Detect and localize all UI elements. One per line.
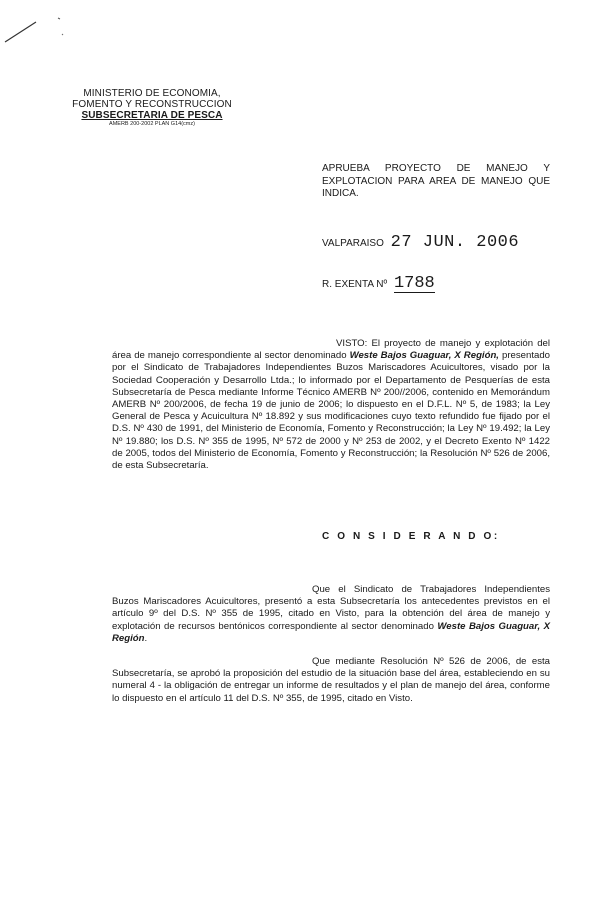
considerando-heading: C O N S I D E R A N D O: (322, 531, 500, 542)
visto-sector-name: Weste Bajos Guaguar, X Región, (349, 350, 499, 362)
considerando-p1-end: . (144, 632, 148, 644)
ministry-reference: AMERB 200-2002 PLAN G14(cmz) (109, 121, 195, 127)
dateline-place: VALPARAISO (322, 238, 384, 249)
considerando-p1-sector: Weste Bajos Guaguar, X Región (112, 620, 550, 644)
visto-text-2: presentado por el Sindicato de Trabajadores Independientes Buzos Mariscadores Acuicultores, visado por la Sociedad Cooperación y Desarrollo Ltda.; lo informado por el Departamento de Pesquerías de esta Subsecretaría de Pesca mediante Informe Técnico AMERB Nº 200//2006, contenido en Memorándum AMERB Nº 200/2006, de fecha 19 de junio de 2006; lo dispuesto en el D.F.L. Nº 5, de 1983; la Ley General de Pesca y Acuicultura Nº 18.892 y sus modificaciones cuyo texto refundido fue fijado por el D.S. Nº 430 de 1991, del Ministerio de Economía, Fomento y Reconstrucción; la Ley Nº 19.492; la Ley Nº 19.880; los D.S. Nº 355 de 1995, Nº 572 de 2000 y Nº 253 de 2002, y el Decreto Exento Nº 1422 de 2005, todos del Ministerio de Economía, Fomento y Reconstrucción; la Resolución Nº 526 de 2006, de esta Subsecretaría. (112, 350, 551, 472)
resolution-label: R. EXENTA Nº (322, 279, 388, 290)
dateline-date: 27 JUN. 2006 (390, 233, 520, 252)
ministry-line-2: FOMENTO Y RECONSTRUCCION (72, 99, 232, 110)
ministry-line-3: SUBSECRETARIA DE PESCA (81, 110, 223, 121)
considerando-p1-text: Que el Sindicato de Trabajadores Independientes Buzos Mariscadores Acuicultores, presentó a esta Subsecretaría los antecedentes previstos en el artículo 9º del D.S. Nº 355 de 1995, citado en Visto, para la obtención del área de manejo y explotación de recursos bentónicos correspondiente al sector denominado (112, 584, 550, 632)
resolution-number-line (322, 275, 435, 293)
visto-label: VISTO: (336, 338, 368, 349)
visto-paragraph (112, 338, 550, 472)
ministry-line-1: MINISTERIO DE ECONOMIA, (83, 88, 221, 99)
considerando-p2-text: Que mediante Resolución Nº 526 de 2006, de esta Subsecretaría, se aprobó la proposición del estudio de la situación base del área, estableciendo en su numeral 4 - la obligación de entregar un informe de resultados y el plan de manejo del área, conforme lo dispuesto en el artículo 11 del D.S. Nº 355, de 1995, citado en Visto. (112, 656, 550, 704)
visto-text-1: El proyecto de manejo y explotación del área de manejo correspondiente al sector denominado (112, 338, 551, 362)
considerando-paragraph-1 (112, 584, 550, 645)
dateline (322, 233, 519, 252)
ministry-header (52, 88, 252, 128)
corner-pen-mark (0, 0, 80, 60)
considerando-paragraph-2 (112, 656, 550, 705)
resolution-subject: APRUEBA PROYECTO DE MANEJO Y EXPLOTACION PARA AREA DE MANEJO QUE INDICA. (322, 163, 550, 199)
resolution-number: 1788 (393, 274, 435, 293)
